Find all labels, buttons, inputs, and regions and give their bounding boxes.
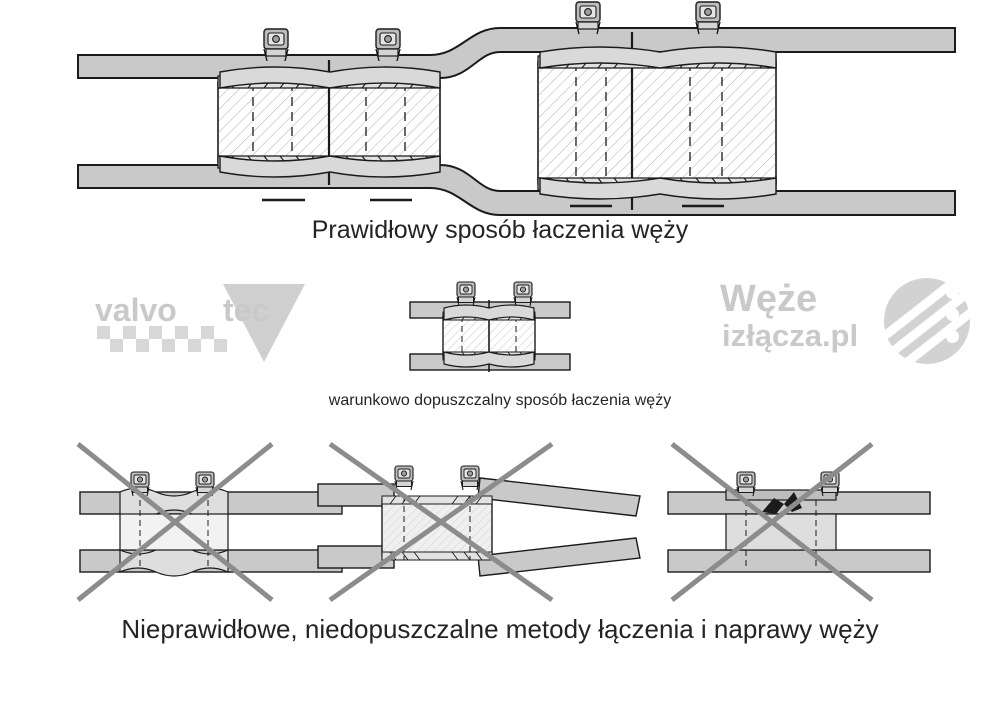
- correct-connection-diagram: [78, 2, 955, 215]
- weze-logo-line2: izłącza.pl: [722, 318, 859, 353]
- caption-conditional: warunkowo dopuszczalny sposób łaczenia węży: [328, 392, 672, 409]
- hose-clamp-icon: [461, 466, 479, 490]
- incorrect-connection-1: [78, 444, 342, 600]
- incorrect-connection-2: [318, 444, 640, 600]
- incorrect-connection-3: [668, 444, 930, 600]
- weze-izlacza-logo: [720, 278, 970, 364]
- weze-logo-line1: Węże: [720, 278, 818, 320]
- conditional-connection-diagram: [410, 282, 570, 372]
- valvotec-wordmark: valvo: [95, 292, 177, 328]
- caption-correct: Prawidłowy sposób łaczenia węży: [311, 216, 689, 244]
- invalid-cross-icon: [672, 444, 872, 600]
- hose-clamp-icon: [576, 2, 600, 34]
- invalid-cross-icon: [330, 444, 552, 600]
- invalid-cross-icon: [78, 444, 272, 600]
- hose-clamp-icon: [696, 2, 720, 34]
- weze-logo-mark: [884, 278, 970, 364]
- valvotec-wordmark-2: tec: [223, 292, 270, 328]
- hose-clamp-icon: [264, 29, 288, 61]
- hose-clamp-icon: [737, 472, 755, 496]
- hose-clamp-icon: [376, 29, 400, 61]
- hose-clamp-icon: [457, 282, 475, 306]
- caption-incorrect: Nieprawidłowe, niedopuszczalne metody łączenia i naprawy węży: [121, 614, 879, 644]
- hose-clamp-icon: [514, 282, 532, 306]
- valvotec-logo: [95, 282, 295, 362]
- hose-clamp-icon: [395, 466, 413, 490]
